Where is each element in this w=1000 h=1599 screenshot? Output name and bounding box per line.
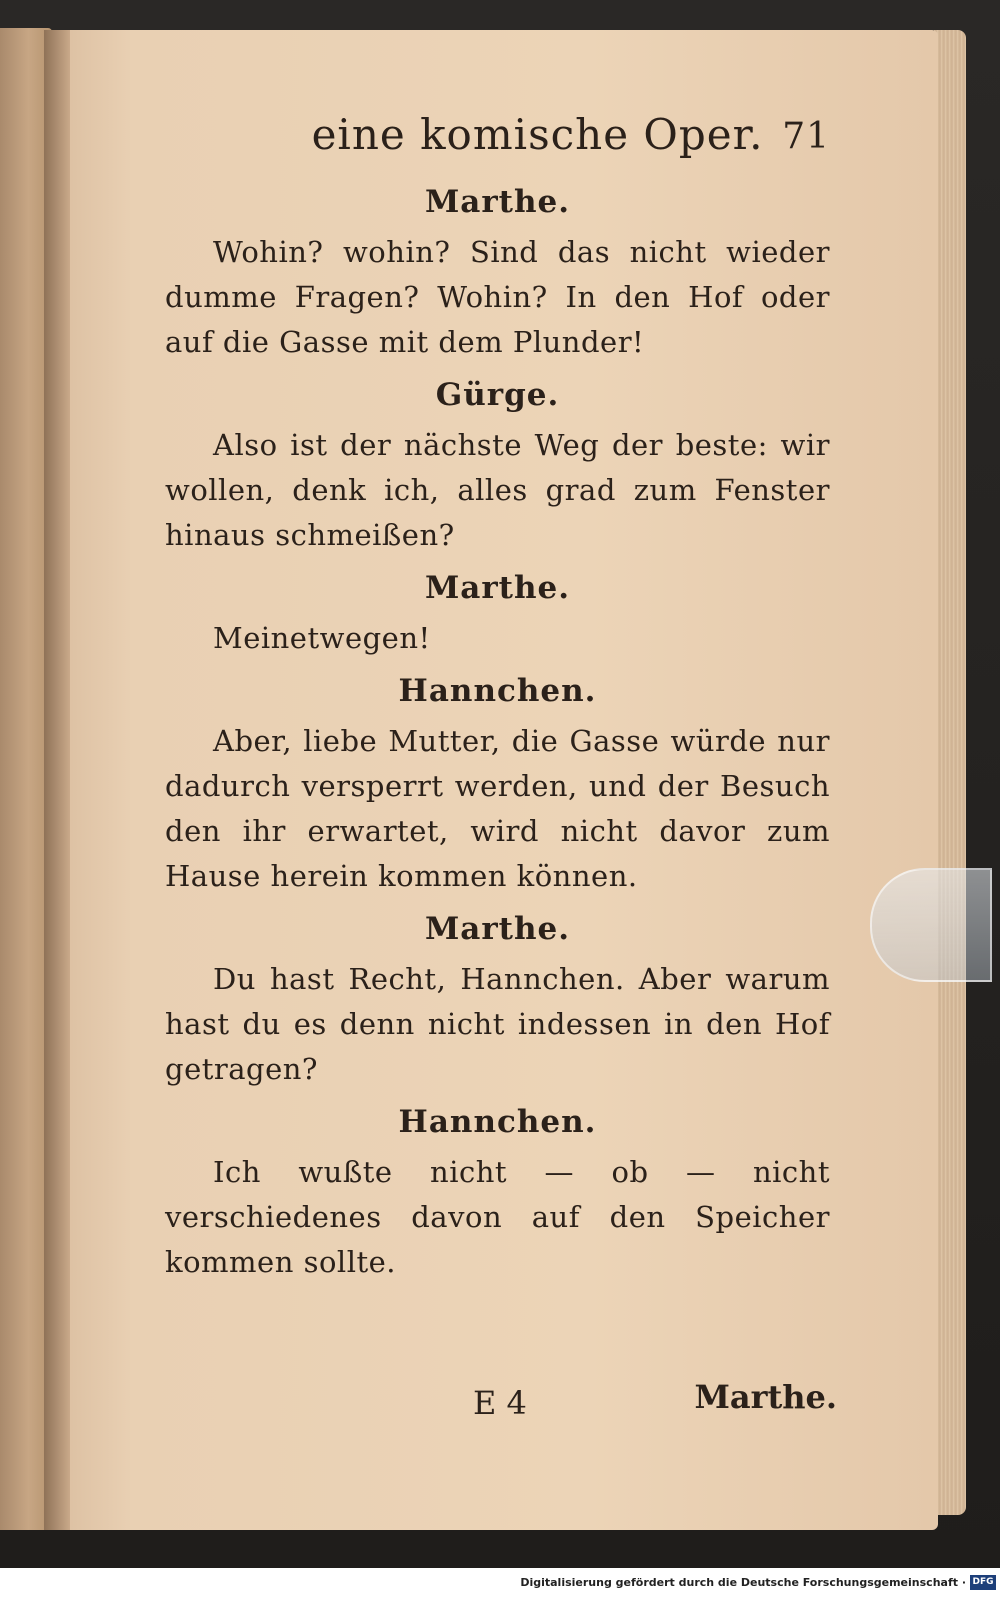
signature-mark: E 4	[473, 1384, 527, 1422]
credit-text: Digitalisierung gefördert durch die Deutsche Forschungsgemeinschaft ·	[520, 1576, 966, 1589]
catchword: Marthe.	[694, 1378, 837, 1416]
speaker-name: Gürge.	[435, 377, 560, 413]
speaker-name: Hannchen.	[398, 673, 597, 709]
page-text	[165, 110, 830, 1291]
speech-text: Wohin? wohin? Sind das nicht wieder dumme Fragen? Wohin? In den Hof oder auf die Gasse mit dem Plunder!	[165, 235, 830, 359]
speech-text: Also ist der nächste Weg der beste: wir wollen, denk ich, alles grad zum Fenster hinaus schmeißen?	[165, 428, 830, 552]
page-edge-stack	[934, 30, 966, 1515]
speech-text: Meinetwegen!	[213, 621, 431, 655]
dialogue-entry	[165, 1104, 830, 1285]
dialogue-entry	[165, 184, 830, 365]
dialogue-entry	[165, 570, 830, 661]
speech-text: Ich wußte nicht — ob — nicht verschiedenes davon auf den Speicher kommen sollte.	[165, 1155, 830, 1279]
dialogue-entry	[165, 673, 830, 899]
speaker-name: Hannchen.	[398, 1104, 597, 1140]
speech-text: Aber, liebe Mutter, die Gasse würde nur dadurch versperrt werden, und der Besuch den ihr erwartet, wird nicht davor zum Hause herein kommen können.	[165, 724, 830, 893]
page-clip	[870, 868, 992, 982]
credit-bar	[0, 1568, 1000, 1599]
running-head	[165, 110, 830, 172]
speech-text: Du hast Recht, Hannchen. Aber warum hast du es denn nicht indessen in den Hof getragen?	[165, 962, 830, 1086]
speaker-name: Marthe.	[424, 911, 571, 947]
page-footer	[165, 1378, 837, 1432]
dfg-logo: DFG	[970, 1575, 996, 1590]
running-title: eine komische Oper.	[311, 110, 764, 159]
dialogue-entry	[165, 377, 830, 558]
page-number: 71	[782, 116, 830, 157]
speaker-name: Marthe.	[424, 570, 571, 606]
book-gutter	[44, 30, 70, 1530]
dialogue-entry	[165, 911, 830, 1092]
speaker-name: Marthe.	[424, 184, 571, 220]
